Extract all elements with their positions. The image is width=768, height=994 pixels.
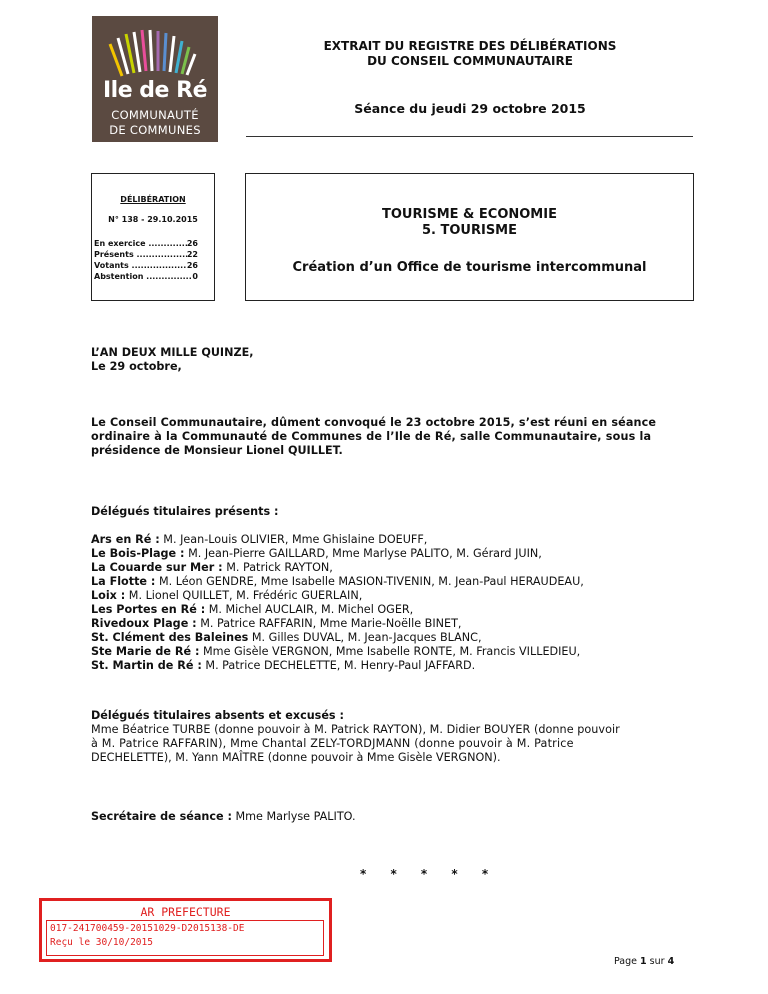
- absents-heading: Délégués titulaires absents et excusés :: [91, 709, 344, 722]
- intro-line: présidence de Monsieur Lionel QUILLET.: [91, 444, 343, 457]
- year-line: L’AN DEUX MILLE QUINZE,: [91, 346, 254, 359]
- stamp-reference: 017-241700459-20151029-D2015138-DE: [50, 923, 245, 934]
- stat-value: 26: [186, 239, 198, 248]
- commune-name: Loix :: [91, 589, 126, 602]
- absents-paragraph: [91, 723, 691, 765]
- delegate-names: M. Patrice RAFFARIN, Mme Marie-Noëlle BINET,: [196, 617, 462, 630]
- stat-label: Présents .....: [94, 250, 187, 259]
- presents-row: [91, 631, 691, 645]
- commune-name: Les Portes en Ré :: [91, 603, 206, 616]
- absents-line: à M. Patrice RAFFARIN), Mme Chantal ZELY-TORDJMANN (donne pouvoir à M. Patrice: [91, 737, 574, 750]
- section-separator: * * * * *: [360, 867, 499, 881]
- header-divider: [246, 136, 693, 137]
- intro-line: ordinaire à la Communauté de Communes de l’Ile de Ré, salle Communautaire, sous la: [91, 430, 652, 443]
- presents-row: [91, 617, 691, 631]
- header-line-2: DU CONSEIL COMMUNAUTAIRE: [367, 54, 573, 68]
- commune-name: Ste Marie de Ré :: [91, 645, 200, 658]
- commune-name: Ars en Ré :: [91, 533, 160, 546]
- presents-row: [91, 603, 691, 617]
- presents-row: [91, 589, 691, 603]
- logo: [92, 16, 218, 142]
- delegate-names: M. Jean-Pierre GAILLARD, Mme Marlyse PALITO, M. Gérard JUIN,: [184, 547, 542, 560]
- stat-row-votants: [94, 261, 198, 270]
- commune-name: Le Bois-Plage :: [91, 547, 185, 560]
- stamp-received-date: Reçu le 30/10/2015: [50, 937, 153, 948]
- page-number: [614, 956, 674, 967]
- delegate-names: M. Jean-Louis OLIVIER, Mme Ghislaine DOEUFF,: [159, 533, 428, 546]
- stat-row-presents: [94, 250, 198, 259]
- stat-value: 22: [186, 250, 198, 259]
- subject-box: [245, 173, 694, 301]
- presents-heading: Délégués titulaires présents :: [91, 505, 279, 518]
- secretary-line: [91, 810, 691, 824]
- presents-row: [91, 547, 691, 561]
- presents-row: [91, 533, 691, 547]
- presents-row: [91, 561, 691, 575]
- stat-row-abstention: [94, 272, 198, 281]
- prefecture-stamp: [39, 898, 332, 962]
- presents-row: [91, 575, 691, 589]
- logo-subtitle-2: DE COMMUNES: [109, 123, 201, 137]
- subject-category: TOURISME & ECONOMIE: [382, 207, 557, 222]
- stat-label: Abstention .....: [94, 272, 192, 281]
- presents-row: [91, 645, 691, 659]
- date-line: Le 29 octobre,: [91, 360, 182, 373]
- stamp-inner-box: [46, 920, 324, 956]
- stamp-title: AR PREFECTURE: [140, 905, 231, 919]
- delegate-names: M. Lionel QUILLET, M. Frédéric GUERLAIN,: [125, 589, 363, 602]
- delegate-names: M. Léon GENDRE, Mme Isabelle MASION-TIVENIN, M. Jean-Paul HERAUDEAU,: [155, 575, 584, 588]
- seance-date: Séance du jeudi 29 octobre 2015: [354, 101, 586, 116]
- page-mid: sur: [646, 956, 668, 967]
- absents-line: DECHELETTE), M. Yann MAÎTRE (donne pouvoir à Mme Gisèle VERGNON).: [91, 751, 501, 764]
- secretary-name: Mme Marlyse PALITO.: [231, 810, 356, 823]
- deliberation-number: N° 138 - 29.10.2015: [108, 215, 198, 224]
- subject-section: 5. TOURISME: [421, 223, 517, 238]
- delegate-names: M. Gilles DUVAL, M. Jean-Jacques BLANC,: [248, 631, 482, 644]
- presents-list: [91, 533, 691, 673]
- commune-name: La Couarde sur Mer :: [91, 561, 223, 574]
- secretary-label: Secrétaire de séance :: [91, 810, 232, 823]
- deliberation-box: [91, 173, 215, 301]
- presents-row: [91, 659, 691, 673]
- intro-paragraph: [91, 416, 691, 458]
- page-total: 4: [667, 956, 675, 967]
- commune-name: La Flotte :: [91, 575, 156, 588]
- delegate-names: Mme Gisèle VERGNON, Mme Isabelle RONTE, M. Francis VILLEDIEU,: [199, 645, 581, 658]
- page-prefix: Page: [614, 956, 641, 967]
- subject-title: Création d’un Office de tourisme intercommunal: [292, 260, 647, 275]
- delegate-names: M. Michel AUCLAIR, M. Michel OGER,: [205, 603, 414, 616]
- logo-subtitle-1: COMMUNAUTÉ: [111, 108, 199, 122]
- stat-label: En exercice .....: [94, 239, 187, 248]
- absents-line: Mme Béatrice TURBE (donne pouvoir à M. Patrick RAYTON), M. Didier BOUYER (donne pouvoir: [91, 723, 620, 736]
- header-line-1: EXTRAIT DU REGISTRE DES DÉLIBÉRATIONS: [323, 39, 617, 53]
- commune-name: Rivedoux Plage :: [91, 617, 197, 630]
- delegate-names: M. Patrice DECHELETTE, M. Henry-Paul JAFFARD.: [201, 659, 476, 672]
- logo-title: Ile de Ré: [103, 78, 207, 103]
- page-current: 1: [640, 956, 647, 967]
- delegate-names: M. Patrick RAYTON,: [222, 561, 333, 574]
- stat-value: 26: [186, 261, 198, 270]
- intro-line: Le Conseil Communautaire, dûment convoqué le 23 octobre 2015, s’est réuni en séance: [91, 416, 657, 429]
- commune-name: St. Clément des Baleines: [91, 631, 249, 644]
- deliberation-title: DÉLIBÉRATION: [120, 195, 186, 204]
- stat-label: Votants .....: [94, 261, 187, 270]
- logo-stripes-graphic: [92, 16, 218, 86]
- commune-name: St. Martin de Ré :: [91, 659, 202, 672]
- stat-row-exercice: [94, 239, 198, 248]
- stat-value: 0: [192, 272, 198, 281]
